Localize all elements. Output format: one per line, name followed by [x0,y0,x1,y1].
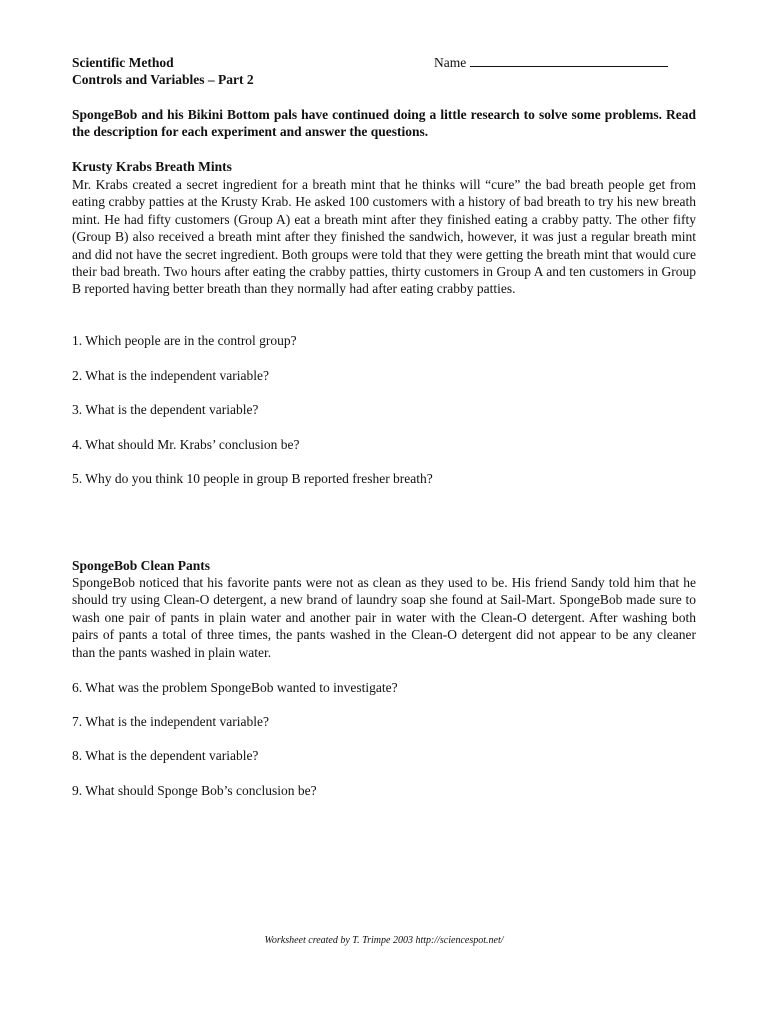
question-4: 4. What should Mr. Krabs’ conclusion be? [72,437,300,452]
question-7: 7. What is the independent variable? [72,714,269,729]
question-3: 3. What is the dependent variable? [72,402,259,417]
question-9: 9. What should Sponge Bob’s conclusion be? [72,783,317,798]
section-title-breath-mints: Krusty Krabs Breath Mints [72,159,232,174]
name-field [434,54,668,71]
section-title-clean-pants: SpongeBob Clean Pants [72,558,211,573]
question-5: 5. Why do you think 10 people in group B reported fresher breath? [72,471,433,486]
question-2: 2. What is the independent variable? [72,368,269,383]
question-8: 8. What is the dependent variable? [72,748,259,763]
question-6: 6. What was the problem SpongeBob wanted to investigate? [72,680,398,695]
name-label: Name [434,55,467,70]
worksheet-subtitle: Controls and Variables – Part 2 [72,72,254,87]
intro-paragraph: SpongeBob and his Bikini Bottom pals have continued doing a little research to solve some problems. Read the description for each experiment and answer the questions. [72,107,696,140]
section-body-breath-mints: Mr. Krabs created a secret ingredient for a breath mint that he thinks will “cure” the bad breath people get from eating crabby patties at the Krusty Krab. He asked 100 customers with a history of bad breath to try his new breath mint. He had fifty customers (Group A) eat a breath mint after they finished eating a crabby patty. The other fifty (Group B) also received a breath mint after they finished the sandwich, however, it was just a regular breath mint and did not have the secret ingredient. Both groups were told that they were getting the breath mint that would cure their bad breath. Two hours after eating the crabby patties, thirty customers in Group A and ten customers in Group B reported having better breath than they normally had after eating crabby patties. [72,177,696,297]
worksheet-title: Scientific Method [72,55,174,70]
question-1: 1. Which people are in the control group? [72,333,297,348]
footer-credit: Worksheet created by T. Trimpe 2003 http://sciencespot.net/ [264,935,504,946]
section-body-clean-pants: SpongeBob noticed that his favorite pants were not as clean as they used to be. His friend Sandy told him that he should try using Clean-O detergent, a new brand of laundry soap she found at Sail-Mart. SpongeBob made sure to wash one pair of pants in plain water and another pair in water with the Clean-O detergent. After washing both pairs of pants a total of three times, the pants washed in the Clean-O detergent did not appear to be any cleaner than the pants washed in plain water. [72,575,696,660]
name-blank-line[interactable] [470,54,668,67]
